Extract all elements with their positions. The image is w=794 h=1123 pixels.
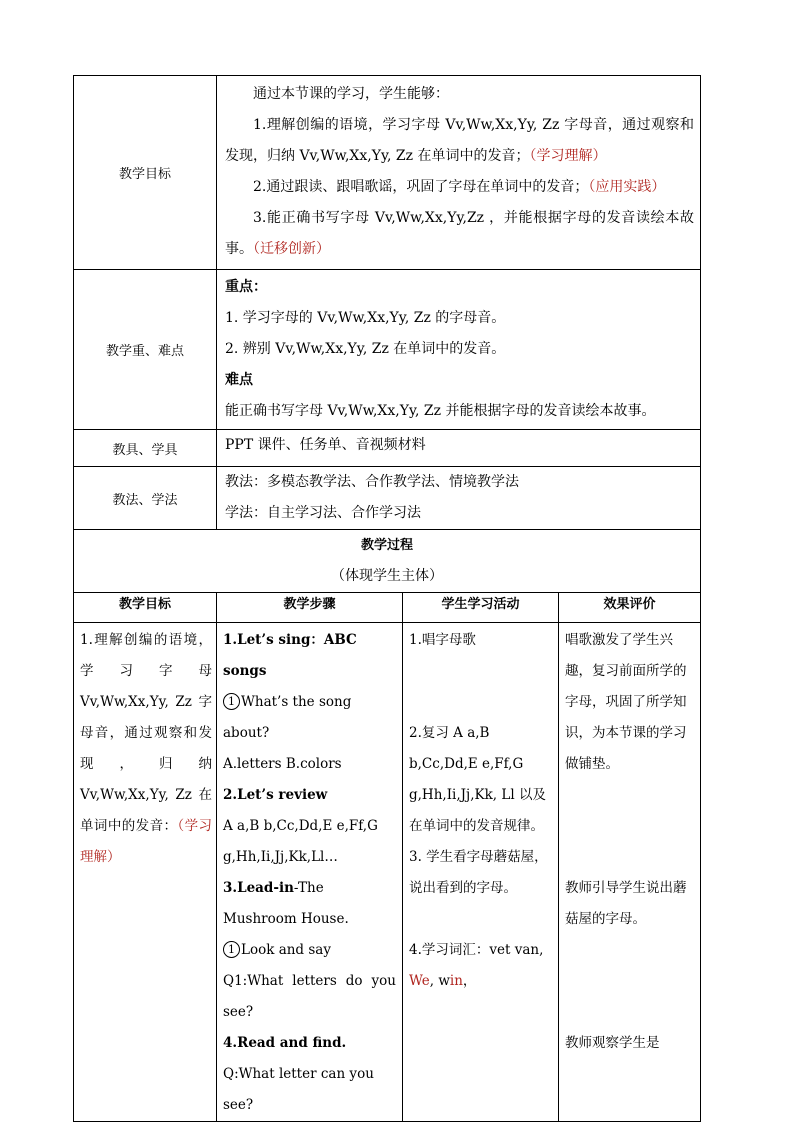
key-points-label: 教学重、难点 (74, 270, 217, 430)
process-header-row (74, 593, 701, 623)
teaching-method: 教法：多模态教学法、合作教学法、情境教学法 (225, 474, 519, 490)
materials-label: 教具、学具 (74, 430, 217, 467)
activity-4: 4.学习词汇：vet van, We, win， (409, 942, 544, 989)
evaluation-2: 教师引导学生说出蘑菇屋的字母。 (565, 880, 687, 927)
process-subtitle: （体现学生主体） (331, 568, 444, 584)
goal-cell (74, 623, 217, 1122)
circled-number-1: 1 (223, 941, 240, 958)
step-1-options: A.letters B.colors (223, 756, 342, 772)
word-in: in (449, 973, 463, 989)
header-activities: 学生学习活动 (403, 593, 559, 623)
step-3-line (223, 873, 396, 935)
objectives-intro: 通过本节课的学习，学生能够： (253, 86, 449, 102)
circled-number-1: 1 (223, 693, 240, 710)
evaluation-1: 唱歌激发了学生兴趣，复习前面所学的字母，巩固了所学知识，为本节课的学习做铺垫。 (565, 632, 687, 772)
process-title: 教学过程 (361, 538, 414, 553)
objective-tag-2: （应用实践） (588, 179, 666, 195)
learning-method: 学法：自主学习法、合作学习法 (225, 505, 421, 521)
step-2-text: A a,B b,Cc,Dd,E e,Ff,G g,Hh,Ii,Jj,Kk,Ll… (223, 818, 378, 865)
evaluation-cell (559, 623, 701, 1122)
process-title-row (74, 530, 701, 593)
step-1-question: 1 What’s the song about? (223, 694, 352, 741)
goal-tag: （学习理解） (80, 818, 213, 865)
header-evaluation: 效果评价 (559, 593, 701, 623)
difficulty-title: 难点 (225, 372, 253, 388)
evaluation-3: 教师观察学生是 (565, 1035, 660, 1051)
header-goal: 教学目标 (74, 593, 217, 623)
objective-item-2: 2.通过跟读、跟唱歌谣，巩固了字母在单词中的发音；（应用实践） (253, 179, 666, 195)
objectives-label: 教学目标 (74, 76, 217, 270)
step-3-question: Q1:What letters do you see? (223, 973, 396, 1020)
step-1-title: 1.Let’s sing：ABC songs (223, 632, 357, 679)
header-steps: 教学步骤 (217, 593, 403, 623)
objective-item-3: 3.能正确书写字母 Vv,Ww,Xx,Yy,Zz ，并能根据字母的发音读绘本故事。（迁移创新） (225, 210, 695, 257)
methods-row (74, 467, 701, 530)
activity-1: 1.唱字母歌 (409, 632, 476, 648)
objective-tag-1: （学习理解） (529, 148, 607, 164)
step-3-text: -The Mushroom House. (223, 880, 349, 927)
objectives-row (74, 76, 701, 270)
process-title-cell (74, 530, 701, 593)
materials-value: PPT 课件、任务单、音视频材料 (217, 430, 701, 467)
methods-content (217, 467, 701, 530)
activity-3: 3. 学生看字母蘑菇屋，说出看到的字母。 (409, 849, 548, 896)
step-2-title: 2.Let’s review (223, 787, 328, 803)
step-4-title: 4.Read and find. (223, 1035, 347, 1051)
process-row (74, 623, 701, 1122)
step-3-sub: 1 Look and say (223, 935, 396, 966)
lesson-plan-table (73, 75, 701, 1122)
focus-title: 重点： (225, 279, 267, 295)
focus-item-2: 2. 辨别 Vv,Ww,Xx,Yy, Zz 在单词中的发音。 (225, 341, 506, 357)
activity-2: 2.复习 A a,B b,Cc,Dd,E e,Ff,G g,Hh,Ii,Jj,Kk, Ll 以及在单词中的发音规律。 (409, 725, 546, 834)
key-points-content (217, 270, 701, 430)
methods-label: 教法、学法 (74, 467, 217, 530)
objective-item-1: 1.理解创编的语境，学习字母 Vv,Ww,Xx,Yy, Zz 字母音，通过观察和发现，归纳 Vv,Ww,Xx,Yy, Zz 在单词中的发音；（学习理解） (225, 117, 695, 164)
goal-text: 1.理解创编的语境，学习字母 Vv,Ww,Xx,Yy, Zz 字母音，通过观察和发现，归纳 Vv,Ww,Xx,Yy, Zz 在单词中的发音： (80, 632, 212, 834)
word-we: We (409, 973, 430, 989)
objectives-content (217, 76, 701, 270)
materials-row (74, 430, 701, 467)
step-3-title: 3.Lead-in (223, 880, 294, 896)
objective-tag-3: （迁移创新） (253, 241, 330, 257)
steps-cell (217, 623, 403, 1122)
step-4-question: Q:What letter can you see? (223, 1066, 374, 1113)
activities-cell (403, 623, 559, 1122)
key-points-row (74, 270, 701, 430)
difficulty-text: 能正确书写字母 Vv,Ww,Xx,Yy, Zz 并能根据字母的发音读绘本故事。 (225, 403, 656, 419)
focus-item-1: 1. 学习字母的 Vv,Ww,Xx,Yy, Zz 的字母音。 (225, 310, 506, 326)
